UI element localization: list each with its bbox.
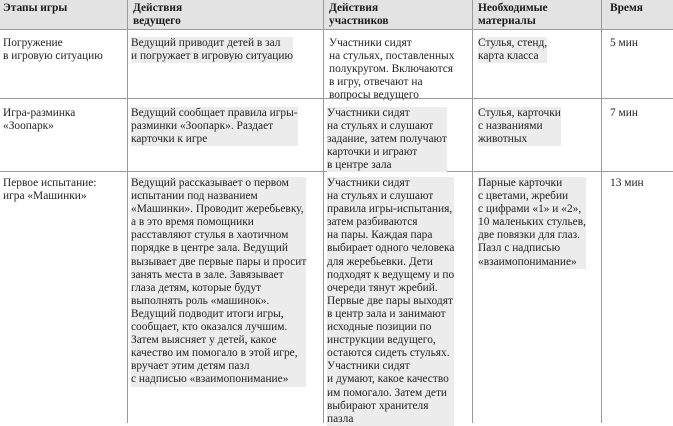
row2-participant-actions: Участники сидят на стульях и слушают задание, затем получают карточки и играют в центре зала: [327, 107, 447, 172]
header-time: Время: [610, 2, 643, 14]
row3-stage: Первое испытание: игра «Машинки»: [3, 177, 97, 203]
column-divider: [323, 0, 324, 423]
row3-participant-actions: Участники сидят на стульях и слушают правила игры-испытания, затем разбиваются на пары. Каждая пара выбирает одного человека для жеребьевки. Дети подходят к ведущему и по очереди тянут жребий. Первые две пары выходят в центр зала и занимают исходные позиции по инструкции ведущего, остаются сидеть стульях. Участники сидят и думают, какое качество им помогало. Затем дети выбирают хранителя пазла: [327, 177, 455, 425]
row3-leader-actions: Ведущий рассказывает о первом испытании под названием «Машинки». Проводит жеребьевку, а в это время помощники расставляют стулья в хаотичном порядке в центре зала. Ведущий вызывает две первые пары и просит занять места в зале. Завязывает глаза детям, которые будут выполнять роль «машинок». Ведущий подводит итоги игры, сообщает, кто оказался лучшим. Затем выясняет у детей, какое качество им помогало в этой игре, вручает этим детям пазл с надписью «взаимопонимание»: [131, 177, 307, 386]
row2-leader-actions: Ведущий сообщает правила игры- разминки «Зоопарк». Раздает карточки к игре: [131, 107, 298, 146]
row3-time: 13 мин: [610, 177, 644, 189]
row1-time: 5 мин: [610, 37, 638, 49]
column-divider: [127, 0, 128, 423]
row1-leader-actions: Ведущий приводит детей в зал и погружает в игровую ситуацию: [131, 37, 294, 63]
column-divider: [601, 0, 602, 423]
column-divider: [472, 0, 473, 423]
row2-stage: Игра-разминка «Зоопарк»: [3, 107, 76, 133]
header-materials: Необходимые материалы: [478, 2, 548, 28]
row1-participant-actions: Участники сидят на стульях, поставленных полукругом. Включаются в игру, отвечают на вопросы ведущего: [329, 37, 455, 102]
row2-materials: Стулья, карточки с названиями животных: [478, 107, 561, 146]
header-leader-actions: Действия ведущего: [133, 2, 183, 28]
header-divider: [0, 29, 673, 30]
header-participant-actions: Действия участников: [329, 2, 389, 28]
row3-materials: Парные карточки с цветами, жребии с цифрами «1» и «2», 10 маленьких стульев, две повязки для глаз. Пазл с надписью «взаимопонимание»: [478, 177, 586, 268]
row1-stage: Погружение в игровую ситуацию: [3, 37, 103, 63]
row1-materials: Стулья, стенд, карта класса: [478, 37, 548, 63]
row2-time: 7 мин: [610, 107, 638, 119]
header-stage: Этапы игры: [3, 2, 68, 14]
